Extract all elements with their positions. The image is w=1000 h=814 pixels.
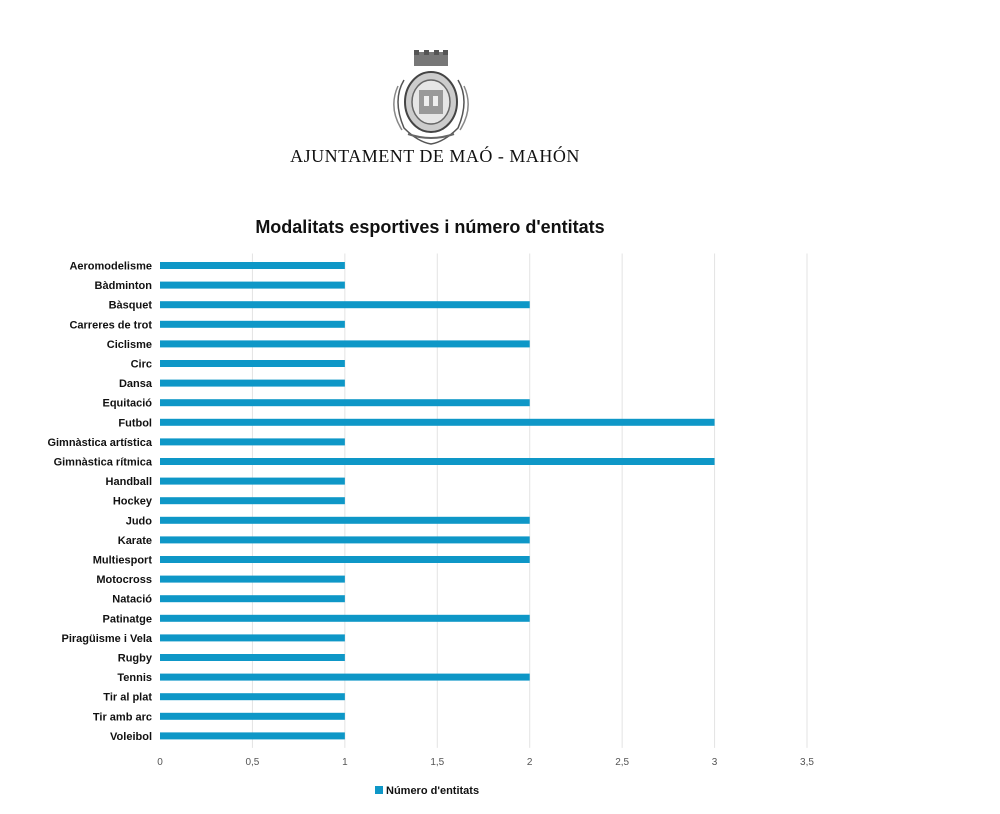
category-label: Rugby	[117, 652, 152, 665]
category-label: Gimnàstica rítmica	[53, 456, 152, 469]
category-label: Piragüisme i Vela	[61, 632, 152, 645]
category-label: Bàdminton	[94, 280, 152, 293]
legend	[375, 785, 479, 797]
x-tick-label: 1,5	[430, 756, 445, 768]
legend-swatch	[375, 786, 383, 794]
x-tick-label: 3,5	[800, 756, 814, 768]
category-label: Tennis	[117, 672, 152, 685]
bar	[160, 634, 345, 641]
category-labels	[47, 261, 152, 743]
bar	[160, 360, 345, 367]
bar	[160, 595, 345, 602]
category-label: Futbol	[118, 417, 152, 430]
bar	[160, 262, 345, 269]
x-tick-label: 0,5	[245, 756, 260, 768]
bar	[160, 321, 345, 328]
category-label: Voleibol	[110, 730, 152, 743]
bar	[160, 380, 345, 387]
bar	[160, 693, 345, 700]
x-tick-label: 3	[711, 756, 718, 768]
category-label: Gimnàstica artística	[47, 436, 152, 449]
bar	[160, 556, 530, 563]
category-label: Aeromodelisme	[69, 260, 152, 273]
x-tick-label: 2,5	[615, 756, 630, 768]
organization-name: AJUNTAMENT DE MAÓ - MAHÓN	[290, 146, 580, 166]
bar	[160, 301, 530, 308]
category-label: Multiesport	[92, 554, 152, 567]
x-axis-ticks	[157, 757, 814, 768]
category-label: Equitació	[102, 397, 152, 410]
bar	[160, 536, 530, 543]
bar	[160, 438, 345, 445]
x-tick-label: 1	[342, 756, 348, 768]
bar	[160, 478, 345, 485]
category-label: Patinatge	[102, 613, 152, 626]
category-label: Circ	[130, 358, 152, 371]
category-label: Hockey	[112, 495, 152, 508]
category-label: Bàsquet	[108, 299, 152, 312]
bar	[160, 732, 345, 739]
category-label: Karate	[117, 534, 152, 547]
x-tick-label: 0	[157, 756, 163, 768]
bar	[160, 517, 530, 524]
bar	[160, 399, 530, 406]
bar	[160, 615, 530, 622]
category-label: Ciclisme	[106, 338, 152, 351]
bar	[160, 340, 530, 347]
bar	[160, 419, 715, 426]
chart-title: Modalitats esportives i número d'entitats	[255, 217, 605, 237]
bar	[160, 576, 345, 583]
category-label: Natació	[112, 593, 152, 606]
category-label: Motocross	[96, 574, 152, 587]
category-label: Tir al plat	[103, 691, 152, 704]
bar	[160, 458, 715, 465]
category-label: Handball	[105, 476, 152, 489]
bar	[160, 654, 345, 661]
category-label: Judo	[125, 515, 152, 528]
bar	[160, 282, 345, 289]
category-label: Dansa	[118, 378, 152, 391]
bar	[160, 674, 530, 681]
bar	[160, 713, 345, 720]
category-label: Carreres de trot	[69, 319, 152, 332]
legend-label: Número d'entitats	[386, 785, 480, 797]
x-tick-label: 2	[526, 756, 533, 768]
category-label: Tir amb arc	[92, 711, 152, 724]
bar	[160, 497, 345, 504]
